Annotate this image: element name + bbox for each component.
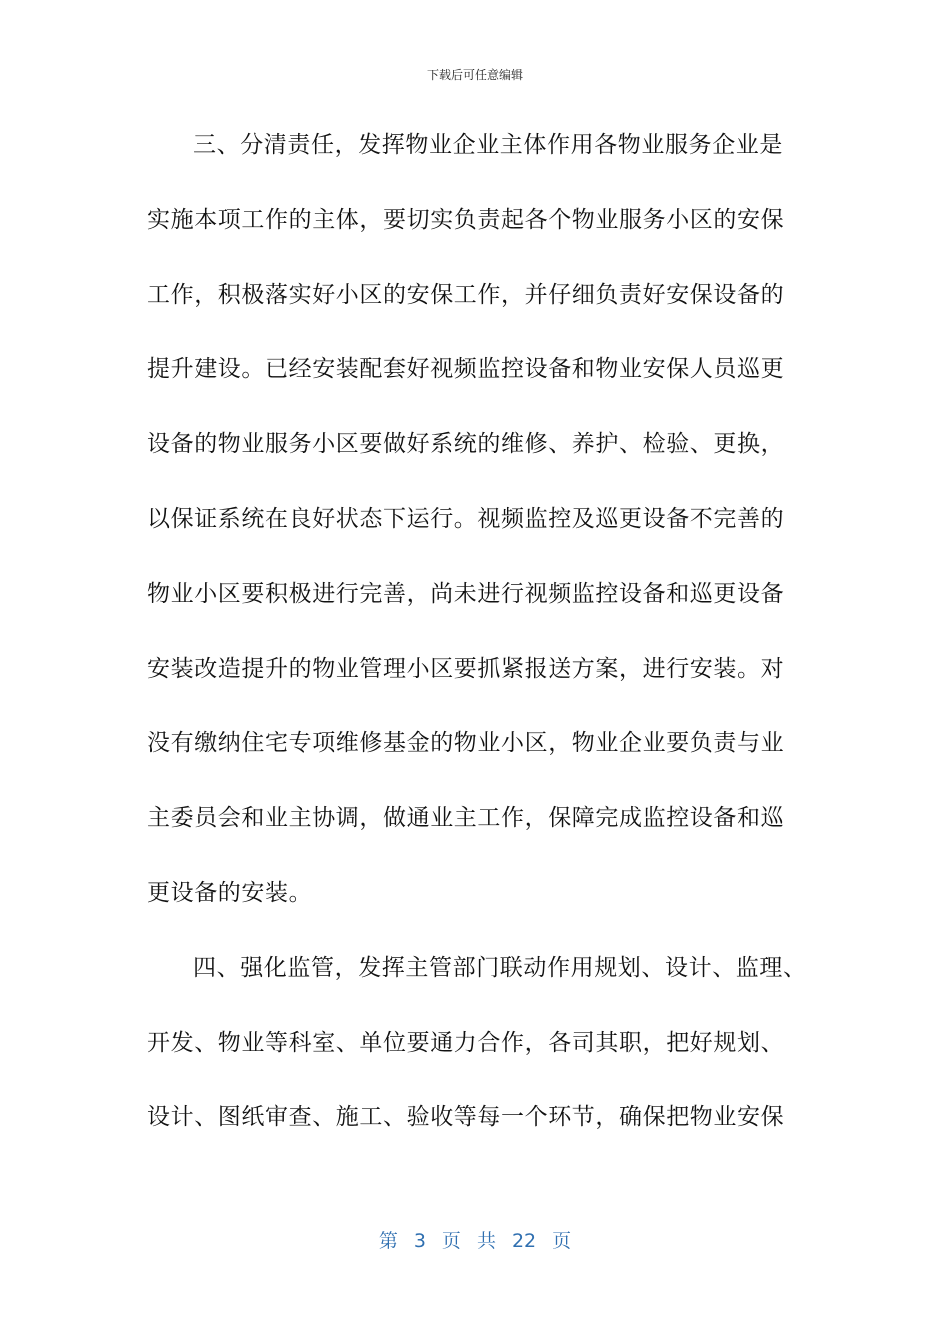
paragraph-line: 三、分清责任，发挥物业企业主体作用各物业服务企业是 bbox=[193, 132, 783, 158]
paragraph-line: 提升建设。已经安装配套好视频监控设备和物业安保人员巡更 bbox=[147, 356, 785, 383]
paragraph-line: 设计、图纸审查、施工、验收等每一个环节，确保把物业安保 bbox=[147, 1104, 785, 1131]
paragraph-1 bbox=[147, 108, 807, 931]
document-body bbox=[147, 108, 807, 1155]
paragraph-line: 物业小区要积极进行完善，尚未进行视频监控设备和巡更设备 bbox=[147, 580, 785, 607]
footer-prefix: 第 bbox=[378, 1230, 398, 1252]
paragraph-line: 安装改造提升的物业管理小区要抓紧报送方案，进行安装。对 bbox=[147, 655, 785, 682]
paragraph-line: 实施本项工作的主体，要切实负责起各个物业服务小区的安保 bbox=[147, 206, 785, 233]
footer-middle: 页 共 bbox=[441, 1230, 496, 1252]
paragraph-line: 工作，积极落实好小区的安保工作，并仔细负责好安保设备的 bbox=[147, 281, 785, 308]
page-footer bbox=[0, 1226, 950, 1253]
current-page-number: 3 bbox=[413, 1230, 426, 1252]
paragraph-line: 没有缴纳住宅专项维修基金的物业小区，物业企业要负责与业 bbox=[147, 730, 785, 757]
paragraph-line: 四、强化监管，发挥主管部门联动作用规划、设计、监理、 bbox=[193, 954, 807, 981]
paragraph-line: 设备的物业服务小区要做好系统的维修、养护、检验、更换， bbox=[147, 431, 785, 458]
paragraph-line: 主委员会和业主协调，做通业主工作，保障完成监控设备和巡 bbox=[147, 805, 785, 832]
paragraph-2 bbox=[147, 931, 807, 1155]
paragraph-line: 更设备的安装。 bbox=[147, 879, 313, 906]
total-page-count: 22 bbox=[511, 1230, 537, 1252]
paragraph-line: 以保证系统在良好状态下运行。视频监控及巡更设备不完善的 bbox=[147, 505, 785, 532]
footer-suffix: 页 bbox=[552, 1230, 572, 1252]
header-note: 下载后可任意编辑 bbox=[426, 68, 523, 82]
paragraph-line: 开发、物业等科室、单位要通力合作，各司其职，把好规划、 bbox=[147, 1029, 785, 1056]
